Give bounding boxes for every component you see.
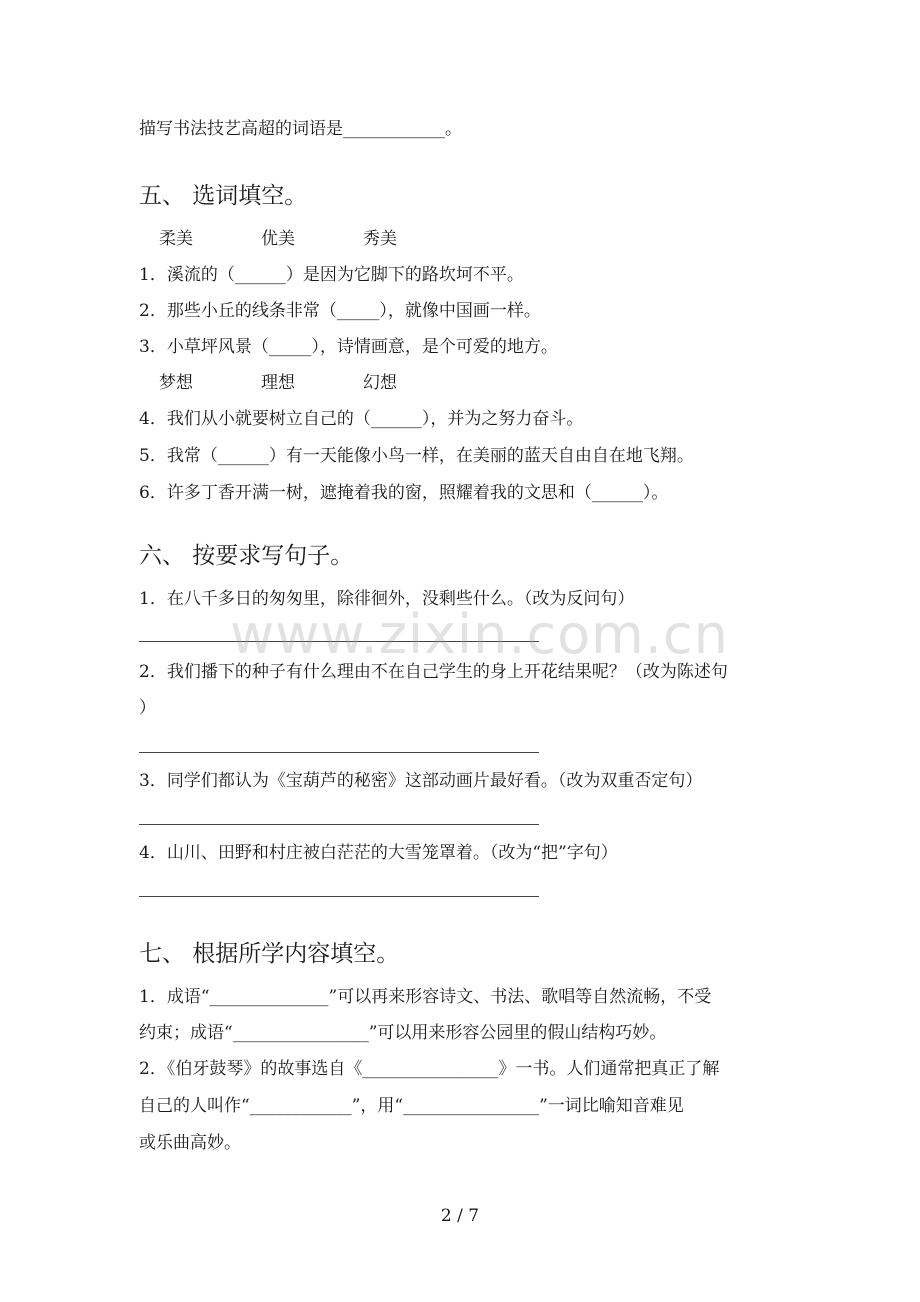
section-5-heading: 五、 选词填空。 xyxy=(139,183,308,209)
question-item: 4．山川、田野和村庄被白茫茫的大雪笼罩着。（改为“把”字句） xyxy=(139,843,618,863)
section-6-heading: 六、 按要求写句子。 xyxy=(139,543,354,569)
word-option: 柔美 xyxy=(159,229,193,249)
word-option: 梦想 xyxy=(159,373,193,393)
question-item-continued: 约束；成语“________________”可以用来形容公园里的假山结构巧妙。 xyxy=(139,1023,667,1043)
section-7-heading: 七、 根据所学内容填空。 xyxy=(139,941,400,967)
question-item: 2．我们播下的种子有什么理由不在自己学生的身上开花结果呢？（改为陈述句 xyxy=(139,662,728,682)
word-option: 理想 xyxy=(261,373,295,393)
intro-line: 描写书法技艺高超的词语是____________。 xyxy=(139,119,462,139)
watermark: www.zixin.com.cn xyxy=(230,603,729,666)
question-item: 3．同学们都认为《宝葫芦的秘密》这部动画片最好看。（改为双重否定句） xyxy=(139,771,703,791)
answer-line xyxy=(139,896,539,897)
answer-line xyxy=(139,824,539,825)
question-item: 1．溪流的（______）是因为它脚下的路坎坷不平。 xyxy=(139,265,524,285)
question-item: 4．我们从小就要树立自己的（______），并为之努力奋斗。 xyxy=(139,409,584,429)
page-number: 2 / 7 xyxy=(440,1206,480,1226)
question-item: 1．成语“______________”可以再来形容诗文、书法、歌唱等自然流畅，不受 xyxy=(139,987,712,1007)
question-item-continued: ） xyxy=(139,698,156,718)
question-item-continued: 自己的人叫作“____________”，用“________________”一词比喻知音难见 xyxy=(139,1096,684,1116)
question-item-continued: 或乐曲高妙。 xyxy=(139,1133,241,1153)
answer-line xyxy=(139,752,539,753)
question-item: 3．小草坪风景（_____），诗情画意，是个可爱的地方。 xyxy=(139,337,558,357)
question-item: 2．那些小丘的线条非常（_____），就像中国画一样。 xyxy=(139,301,541,321)
question-item: 2．《伯牙鼓琴》的故事选自《________________》一书。人们通常把真正了解 xyxy=(139,1059,720,1079)
word-option: 优美 xyxy=(261,229,295,249)
word-bank-a xyxy=(159,227,397,251)
word-option: 秀美 xyxy=(363,229,397,249)
word-bank-b xyxy=(159,371,397,395)
word-option: 幻想 xyxy=(363,373,397,393)
question-item: 6．许多丁香开满一树，遮掩着我的窗，照耀着我的文思和（______）。 xyxy=(139,483,669,503)
question-item: 1．在八千多日的匆匆里，除徘徊外，没剩些什么。（改为反问句） xyxy=(139,589,635,609)
question-item: 5．我常（______）有一天能像小鸟一样，在美丽的蓝天自由自在地飞翔。 xyxy=(139,446,694,466)
